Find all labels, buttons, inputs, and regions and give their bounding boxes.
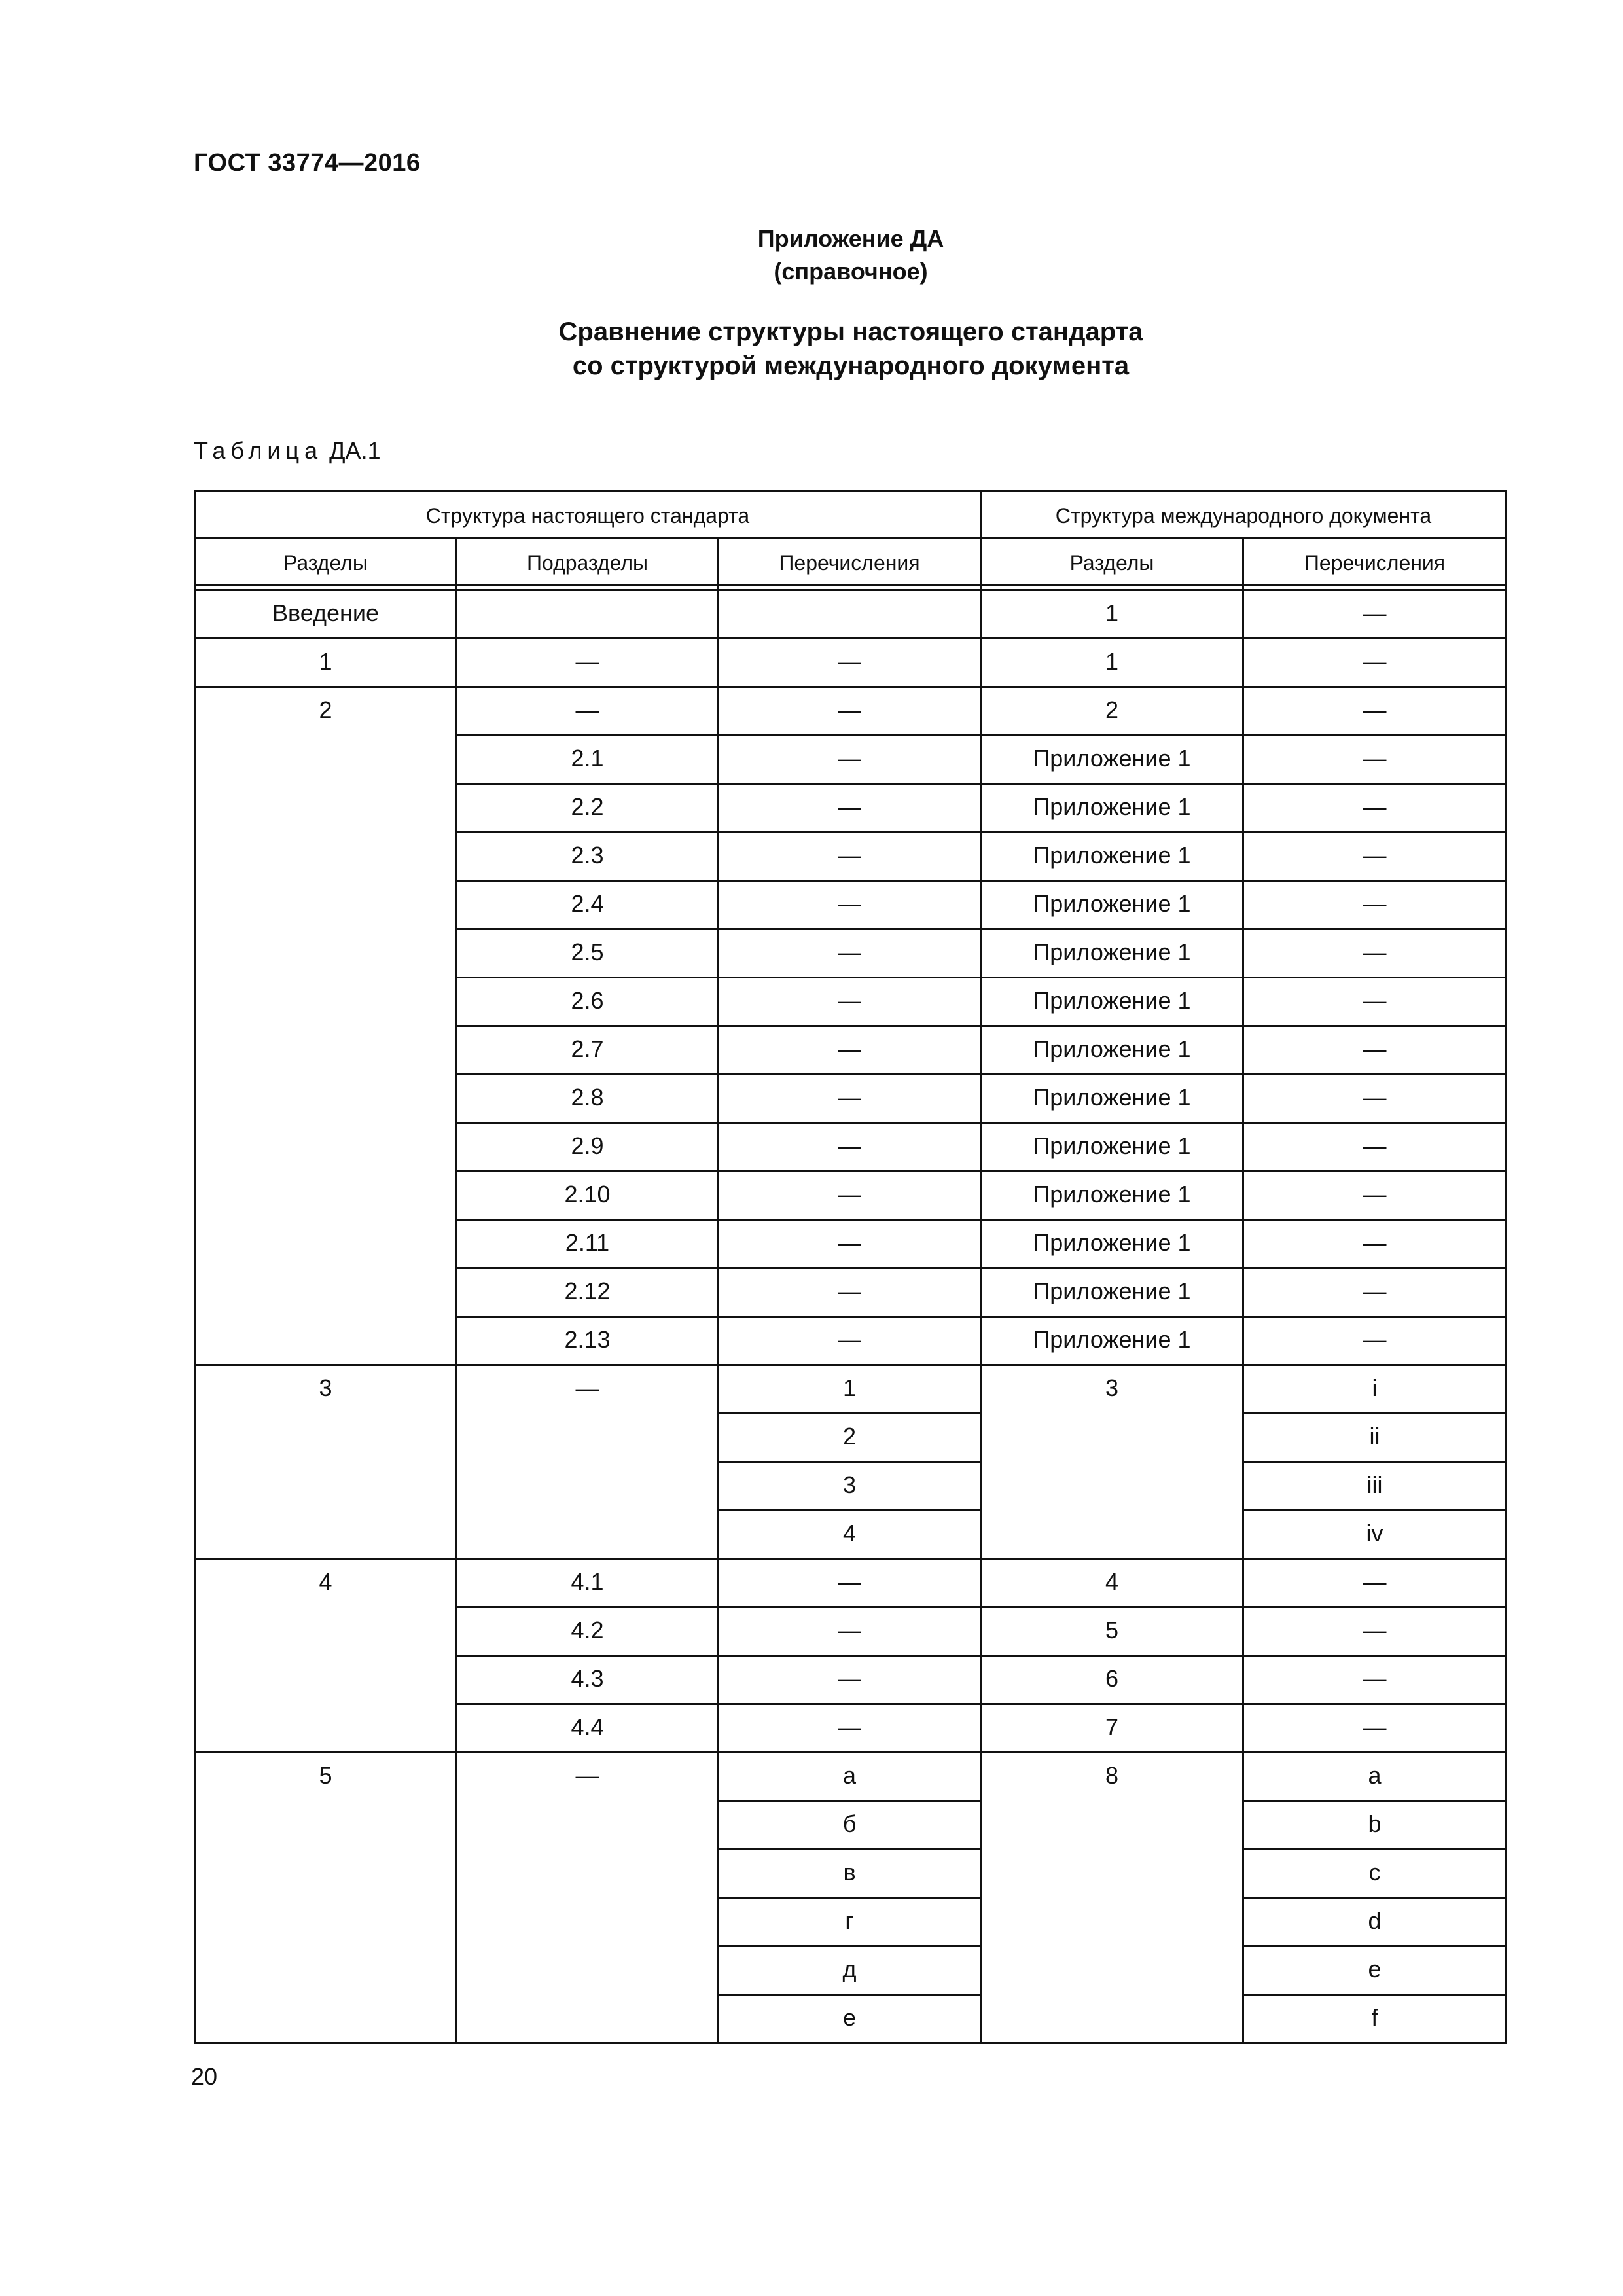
table-cell: 3 — [719, 1462, 981, 1511]
table-cell: 3 — [981, 1365, 1243, 1559]
appendix-subtitle: (справочное) — [774, 258, 928, 285]
table-cell: Приложение 1 — [981, 1172, 1243, 1220]
table-cell: Приложение 1 — [981, 929, 1243, 978]
table-cell: 7 — [981, 1704, 1243, 1753]
table-cell: — — [719, 687, 981, 736]
table-cell: — — [719, 1172, 981, 1220]
table-cell: Приложение 1 — [981, 1123, 1243, 1172]
table-cell: — — [1243, 1656, 1507, 1704]
table-cell: 1 — [981, 590, 1243, 639]
document-code: ГОСТ 33774—2016 — [194, 149, 421, 177]
col-header-enumerations: Перечисления — [719, 538, 981, 585]
table-cell: — — [457, 687, 719, 736]
table-cell: — — [1243, 1559, 1507, 1607]
col-header-sections: Разделы — [195, 538, 457, 585]
table-cell: — — [719, 1026, 981, 1075]
table-cell: d — [1243, 1898, 1507, 1946]
table-cell: 5 — [195, 1753, 457, 2043]
table-cell: — — [719, 978, 981, 1026]
table-cell: 4.4 — [457, 1704, 719, 1753]
table-cell: 1 — [719, 1365, 981, 1414]
table-row — [195, 1559, 1507, 1607]
table-cell: iv — [1243, 1511, 1507, 1559]
table-label — [194, 437, 381, 465]
table-cell: — — [1243, 1026, 1507, 1075]
table-cell: — — [1243, 929, 1507, 978]
table-label-word: Таблица — [194, 437, 323, 464]
table-cell: 2.1 — [457, 736, 719, 784]
table-cell: 2.2 — [457, 784, 719, 833]
table-cell: 2.5 — [457, 929, 719, 978]
col-header-intl-enumerations: Перечисления — [1243, 538, 1507, 585]
table-cell: 3 — [195, 1365, 457, 1559]
table-cell: — — [1243, 1317, 1507, 1365]
table-cell: 2 — [981, 687, 1243, 736]
table-cell: Приложение 1 — [981, 1317, 1243, 1365]
table-cell: 2.8 — [457, 1075, 719, 1123]
table-cell — [457, 590, 719, 639]
comparison-table — [194, 490, 1507, 2044]
table-cell: 2 — [195, 687, 457, 1365]
table-cell: д — [719, 1946, 981, 1995]
table-cell: Приложение 1 — [981, 784, 1243, 833]
table-cell: Приложение 1 — [981, 978, 1243, 1026]
table-cell: Приложение 1 — [981, 1268, 1243, 1317]
table-cell: — — [719, 1317, 981, 1365]
table-cell: Приложение 1 — [981, 1220, 1243, 1268]
table-cell: — — [1243, 881, 1507, 929]
group-header-current: Структура настоящего стандарта — [195, 491, 981, 538]
table-cell: 2 — [719, 1414, 981, 1462]
table-cell: Приложение 1 — [981, 1075, 1243, 1123]
table-cell: — — [1243, 978, 1507, 1026]
table-cell: — — [1243, 1172, 1507, 1220]
table-cell: 2.12 — [457, 1268, 719, 1317]
table-cell: 2.6 — [457, 978, 719, 1026]
table-cell: — — [719, 1656, 981, 1704]
table-cell: Приложение 1 — [981, 736, 1243, 784]
table-cell: 2.11 — [457, 1220, 719, 1268]
page-number: 20 — [191, 2063, 218, 2090]
table-row — [195, 1365, 1507, 1414]
table-cell: — — [1243, 1220, 1507, 1268]
table-cell: — — [719, 881, 981, 929]
table-cell: 4.2 — [457, 1607, 719, 1656]
table-cell: Приложение 1 — [981, 1026, 1243, 1075]
table-cell: б — [719, 1801, 981, 1850]
table-cell: е — [719, 1995, 981, 2043]
table-cell: 4 — [195, 1559, 457, 1753]
table-cell: — — [1243, 639, 1507, 687]
table-cell: — — [719, 1268, 981, 1317]
col-header-subsections: Подразделы — [457, 538, 719, 585]
table-cell: — — [1243, 590, 1507, 639]
table-row — [195, 687, 1507, 736]
table-cell: — — [457, 639, 719, 687]
table-cell — [719, 590, 981, 639]
table-cell: ii — [1243, 1414, 1507, 1462]
header-separator — [195, 585, 1507, 590]
table-cell: 1 — [981, 639, 1243, 687]
table-cell: — — [1243, 1123, 1507, 1172]
table-cell: — — [1243, 1704, 1507, 1753]
table-row — [195, 590, 1507, 639]
table-cell: — — [1243, 1075, 1507, 1123]
group-header-international: Структура международного документа — [981, 491, 1507, 538]
table-cell: 4 — [719, 1511, 981, 1559]
col-header-intl-sections: Разделы — [981, 538, 1243, 585]
table-cell: г — [719, 1898, 981, 1946]
table-cell: Приложение 1 — [981, 833, 1243, 881]
table-label-number: ДА.1 — [329, 437, 381, 464]
appendix-title: Приложение ДА — [757, 225, 944, 252]
table-cell: 2.3 — [457, 833, 719, 881]
table-cell: Приложение 1 — [981, 881, 1243, 929]
table-cell: — — [1243, 736, 1507, 784]
table-cell: i — [1243, 1365, 1507, 1414]
table-cell: 2.13 — [457, 1317, 719, 1365]
table-cell: 2.4 — [457, 881, 719, 929]
table-cell: 1 — [195, 639, 457, 687]
table-row — [195, 1753, 1507, 1801]
table-cell: 4.1 — [457, 1559, 719, 1607]
table-cell: 2.7 — [457, 1026, 719, 1075]
table-cell: — — [1243, 784, 1507, 833]
table-cell: 8 — [981, 1753, 1243, 2043]
table-cell: a — [1243, 1753, 1507, 1801]
group-header-row — [195, 491, 1507, 538]
table-cell: e — [1243, 1946, 1507, 1995]
appendix-heading-line-2: со структурой международного документа — [572, 351, 1130, 380]
column-header-row — [195, 538, 1507, 585]
table-cell: 2.10 — [457, 1172, 719, 1220]
table-cell: — — [719, 1123, 981, 1172]
table-cell: f — [1243, 1995, 1507, 2043]
table-cell: — — [1243, 1607, 1507, 1656]
table-cell: — — [1243, 1268, 1507, 1317]
table-cell: в — [719, 1850, 981, 1898]
table-cell: — — [719, 1559, 981, 1607]
table-cell: 4.3 — [457, 1656, 719, 1704]
table-cell: — — [719, 1075, 981, 1123]
table-cell: — — [719, 736, 981, 784]
table-cell: — — [719, 1607, 981, 1656]
table-cell: — — [719, 929, 981, 978]
table-row — [195, 639, 1507, 687]
table-cell: 6 — [981, 1656, 1243, 1704]
table-cell: Введение — [195, 590, 457, 639]
table-cell: b — [1243, 1801, 1507, 1850]
table-cell: — — [719, 784, 981, 833]
table-cell: — — [1243, 833, 1507, 881]
table-cell: — — [457, 1753, 719, 2043]
table-cell: — — [719, 833, 981, 881]
table-cell: 2.9 — [457, 1123, 719, 1172]
table-cell: — — [457, 1365, 719, 1559]
table-cell: а — [719, 1753, 981, 1801]
table-cell: — — [719, 1704, 981, 1753]
table-cell: — — [719, 1220, 981, 1268]
appendix-heading-line-1: Сравнение структуры настоящего стандарта — [558, 317, 1143, 346]
table-cell: 5 — [981, 1607, 1243, 1656]
table-cell: — — [719, 639, 981, 687]
table-cell: 4 — [981, 1559, 1243, 1607]
table-cell: iii — [1243, 1462, 1507, 1511]
table-cell: — — [1243, 687, 1507, 736]
table-cell: c — [1243, 1850, 1507, 1898]
